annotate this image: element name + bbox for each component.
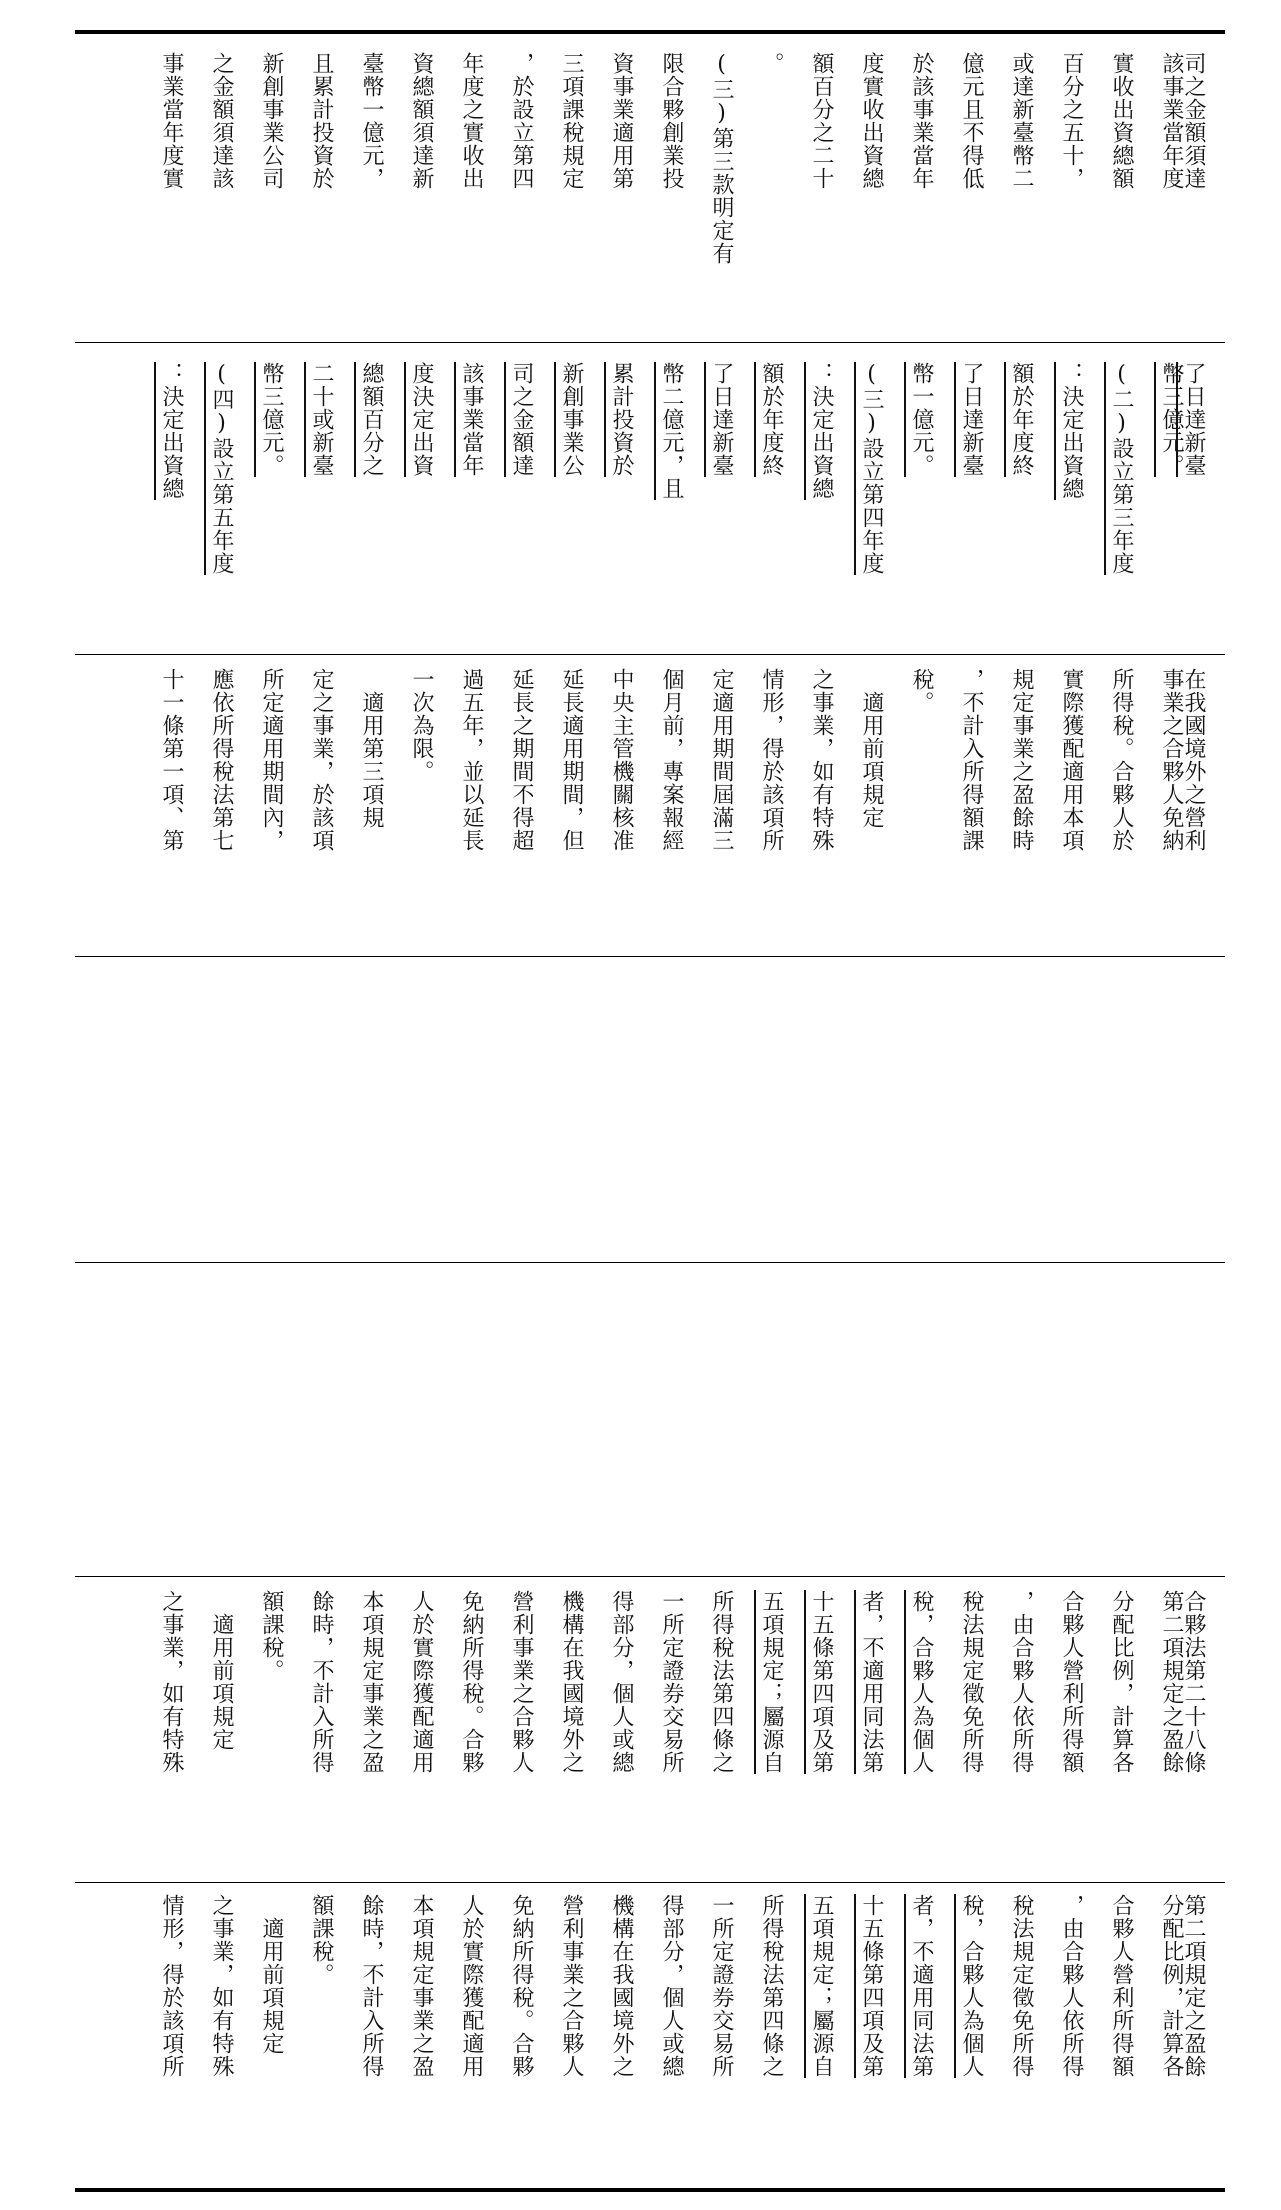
- text-column: 或達新臺幣二: [1009, 52, 1034, 190]
- text-column: (三)設立第四年度: [859, 362, 884, 575]
- text-column: 幣三億元。: [1159, 362, 1184, 477]
- text-column: (三)第三款明定有: [709, 52, 734, 265]
- text-column: 幣一億元。: [909, 362, 934, 477]
- text-column: 稅，合夥人為個人: [959, 1894, 984, 2078]
- text-column: 之事業，如有特殊: [809, 668, 834, 852]
- divider-rule: [75, 342, 1225, 343]
- divider-rule: [75, 1576, 1225, 1577]
- text-column: 人於實際獲配適用: [409, 1590, 434, 1774]
- text-column: 於該事業當年: [909, 52, 934, 190]
- text-column: 所得稅法第四條之: [759, 1894, 784, 2078]
- text-column: 得部分，個人或總: [609, 1590, 634, 1774]
- text-column: 分配比例，計算各: [1159, 1894, 1184, 2078]
- text-block-bottom-right: [84, 1590, 1204, 1870]
- text-column: 十一條第一項、第: [159, 668, 184, 852]
- text-column: 機構在我國境外之: [609, 1894, 634, 2078]
- text-column: 第二項規定之盈餘: [1159, 1590, 1184, 1774]
- text-column: 合夥人營利所得額: [1109, 1894, 1134, 2078]
- text-column: 臺幣一億元，: [359, 52, 384, 190]
- text-column: 十五條第四項及第: [859, 1894, 884, 2078]
- text-column: 額課稅。: [259, 1590, 284, 1682]
- text-column: 者，不適用同法第: [909, 1894, 934, 2078]
- text-column: 個月前，專案報經: [659, 668, 684, 852]
- text-column: 且累計投資於: [309, 52, 334, 190]
- text-column: 了日達新臺: [959, 362, 984, 477]
- text-column: 得部分，個人或總: [659, 1894, 684, 2078]
- text-column: 額課稅。: [309, 1894, 334, 1986]
- text-column: 稅。: [909, 668, 934, 714]
- text-column: 免納所得稅。合夥: [509, 1894, 534, 2078]
- divider-rule: [75, 1262, 1225, 1263]
- text-column: 之事業，如有特殊: [159, 1590, 184, 1774]
- text-column: 度實收出資總: [859, 52, 884, 190]
- text-column: 合夥人營利所得額: [1059, 1590, 1084, 1774]
- text-column: 免納所得稅。合夥: [459, 1590, 484, 1774]
- text-block-top-left: [84, 668, 1204, 940]
- bottom-border-rule: [75, 2188, 1225, 2192]
- text-column: 司之金額達: [509, 362, 534, 477]
- text-column: ：決定出資總: [809, 362, 834, 500]
- text-column: ，於設立第四: [509, 52, 534, 190]
- text-column: 之事業，如有特殊: [209, 1894, 234, 2078]
- text-column: 一所定證券交易所: [709, 1894, 734, 2078]
- text-column: 事業之合夥人免納: [1159, 668, 1184, 852]
- text-column: 所得稅。合夥人於: [1109, 668, 1134, 852]
- text-column: 資總額須達新: [409, 52, 434, 190]
- text-column: 適用前項規定: [209, 1590, 234, 1751]
- text-column: 所得稅法第四條之: [709, 1590, 734, 1774]
- text-column: 分配比例，計算各: [1109, 1590, 1134, 1774]
- text-column: 司之金額須達: [1181, 52, 1206, 190]
- text-column: ：決定出資總: [159, 362, 184, 500]
- text-column: 實收出資總額: [1109, 52, 1134, 190]
- text-column: 幣二億元，且: [659, 362, 684, 500]
- text-column: 稅法規定徵免所得: [959, 1590, 984, 1774]
- divider-rule: [75, 1882, 1225, 1883]
- text-column: 中央主管機關核准: [609, 668, 634, 852]
- text-column: ，由合夥人依所得: [1059, 1894, 1084, 2078]
- text-column: 第二項規定之盈餘: [1181, 1894, 1206, 2078]
- text-column: 新創事業公: [559, 362, 584, 477]
- divider-rule: [75, 654, 1225, 655]
- text-column: 稅，合夥人為個人: [909, 1590, 934, 1774]
- text-column: 過五年，並以延長: [459, 668, 484, 852]
- text-column: 定適用期間屆滿三: [709, 668, 734, 852]
- text-column: 人於實際獲配適用: [459, 1894, 484, 2078]
- text-column: 定之事業，於該項: [309, 668, 334, 852]
- text-block-top-right: [84, 52, 1204, 322]
- text-column: 了日達新臺: [1181, 362, 1206, 477]
- text-column: 資事業適用第: [609, 52, 634, 190]
- text-column: 情形，得於該項所: [759, 668, 784, 852]
- text-column: 延長之期間不得超: [509, 668, 534, 852]
- text-column: 一次為限。: [409, 668, 434, 783]
- text-column: 適用前項規定: [859, 668, 884, 829]
- text-column: 適用前項規定: [259, 1894, 284, 2055]
- text-column: 者，不適用同法第: [859, 1590, 884, 1774]
- text-column: 本項規定事業之盈: [409, 1894, 434, 2078]
- text-column: 百分之五十，: [1059, 52, 1084, 190]
- text-column: 十五條第四項及第: [809, 1590, 834, 1774]
- text-column: 幣三億元。: [259, 362, 284, 477]
- text-column: 實際獲配適用本項: [1059, 668, 1084, 852]
- text-column: 餘時，不計入所得: [359, 1894, 384, 2078]
- text-column: 額於年度終: [759, 362, 784, 477]
- text-column: 營利事業之合夥人: [509, 1590, 534, 1774]
- text-column: 該事業當年度: [1159, 52, 1184, 190]
- text-column: 情形，得於該項所: [159, 1894, 184, 2078]
- text-column: 年度之實收出: [459, 52, 484, 190]
- text-column: 額於年度終: [1009, 362, 1034, 477]
- text-column: ：決定出資總: [1059, 362, 1084, 500]
- text-column: 事業當年度實: [159, 52, 184, 190]
- text-column: 三項課稅規定: [559, 52, 584, 190]
- text-column: 應依所得稅法第七: [209, 668, 234, 852]
- text-column: 總額百分之: [359, 362, 384, 477]
- divider-rule: [75, 956, 1225, 957]
- text-column: 延長適用期間，但: [559, 668, 584, 852]
- text-column: 二十或新臺: [309, 362, 334, 477]
- text-column: 一所定證券交易所: [659, 1590, 684, 1774]
- text-column: 億元且不得低: [959, 52, 984, 190]
- text-column: 。: [759, 52, 784, 75]
- text-column: 了日達新臺: [709, 362, 734, 477]
- text-column: 新創事業公司: [259, 52, 284, 190]
- text-column: ，不計入所得額課: [959, 668, 984, 852]
- text-column: (四)設立第五年度: [209, 362, 234, 575]
- text-column: 累計投資於: [609, 362, 634, 477]
- text-column: (二)設立第三年度: [1109, 362, 1134, 575]
- text-column: 營利事業之合夥人: [559, 1894, 584, 2078]
- text-block-bottom-left: [84, 1894, 1204, 2176]
- text-column: 餘時，不計入所得: [309, 1590, 334, 1774]
- text-column: 之金額須達該: [209, 52, 234, 190]
- text-column: 五項規定；屬源自: [759, 1590, 784, 1774]
- text-column: 額百分之二十: [809, 52, 834, 190]
- text-column: 本項規定事業之盈: [359, 1590, 384, 1774]
- text-column: 度決定出資: [409, 362, 434, 477]
- text-column: 合夥法第二十八條: [1181, 1590, 1206, 1774]
- text-column: ，由合夥人依所得: [1009, 1590, 1034, 1774]
- text-column: 規定事業之盈餘時: [1009, 668, 1034, 852]
- text-column: 所定適用期間內，: [259, 668, 284, 852]
- text-column: 限合夥創業投: [659, 52, 684, 190]
- text-column: 稅法規定徵免所得: [1009, 1894, 1034, 2078]
- text-column: 在我國境外之營利: [1181, 668, 1206, 852]
- text-block-top-middle: [84, 362, 1204, 637]
- text-column: 五項規定；屬源自: [809, 1894, 834, 2078]
- text-column: 機構在我國境外之: [559, 1590, 584, 1774]
- text-column: 該事業當年: [459, 362, 484, 477]
- top-border-rule: [75, 30, 1225, 34]
- text-column: 適用第三項規: [359, 668, 384, 829]
